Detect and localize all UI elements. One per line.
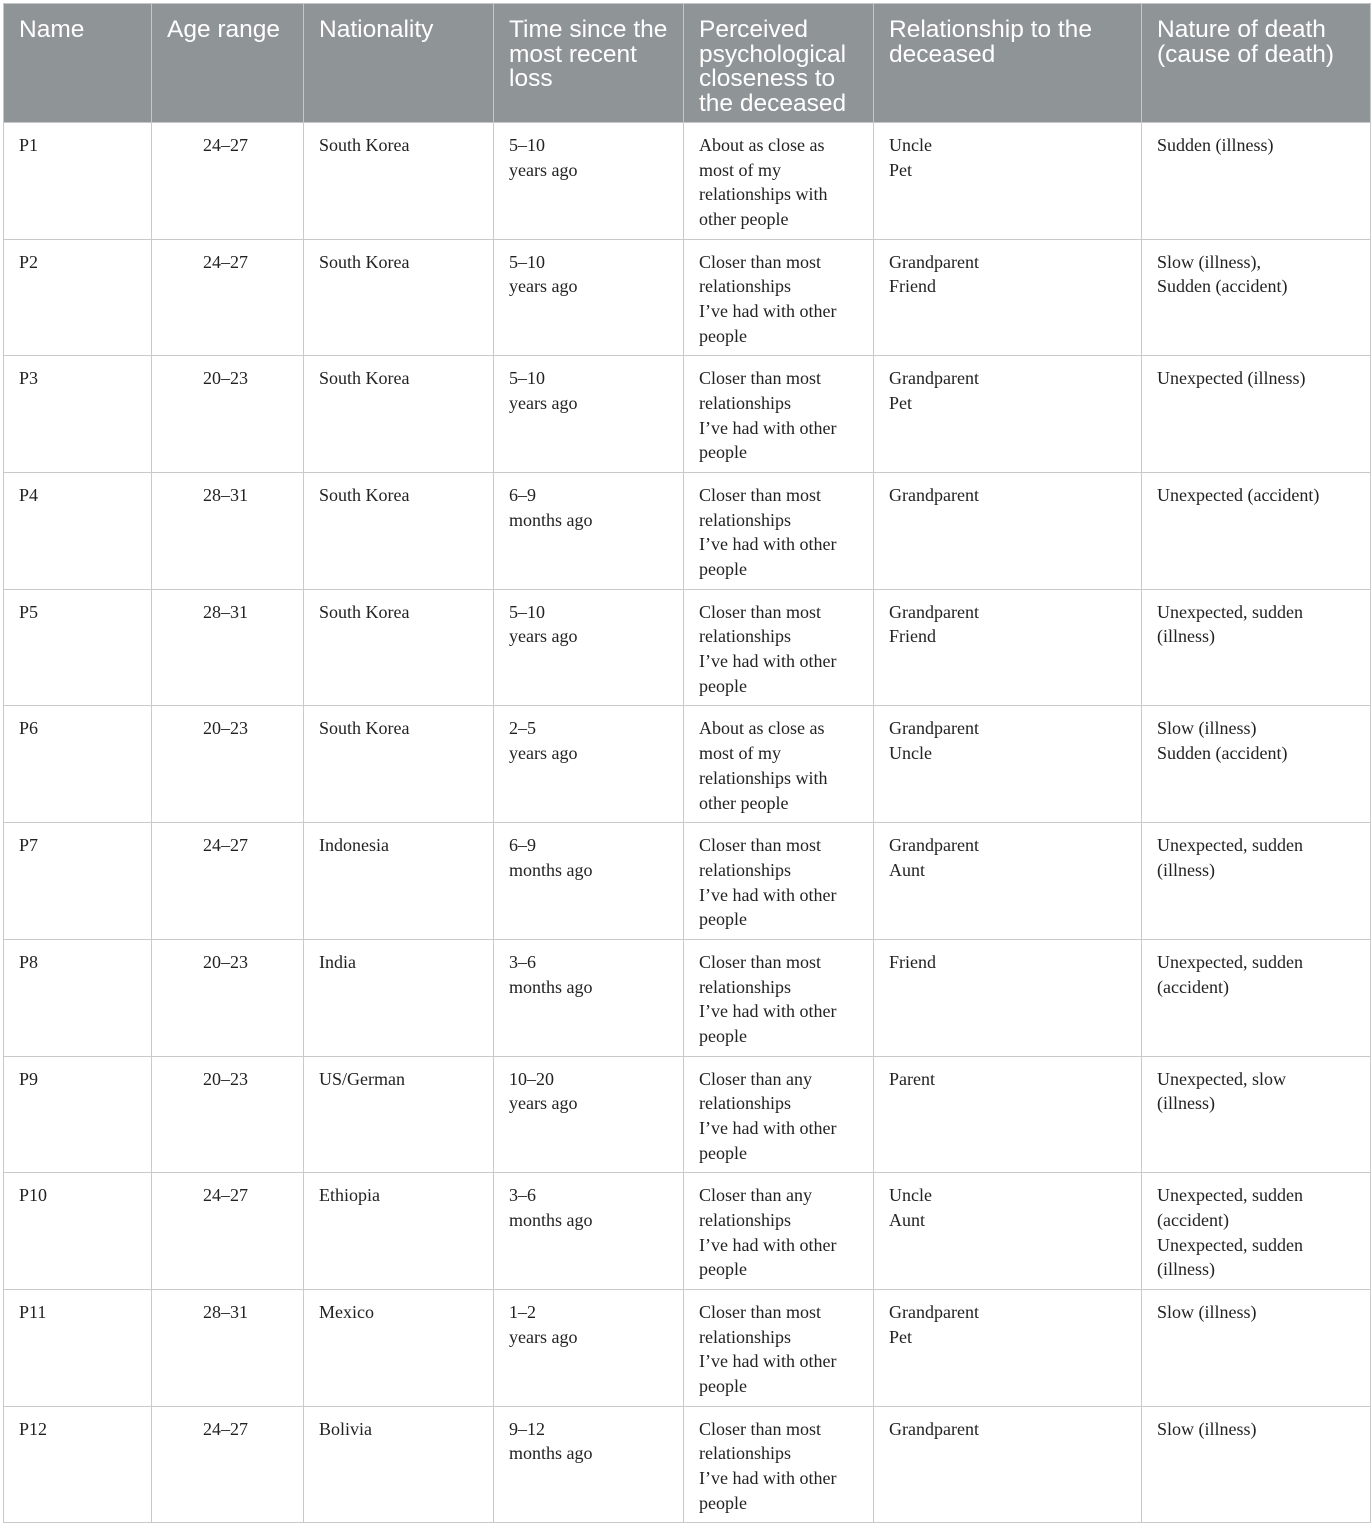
cell-nationality: South Korea bbox=[304, 239, 494, 356]
table-row bbox=[4, 473, 1371, 590]
cell-line: 6–9 bbox=[509, 485, 536, 506]
cell-line: years ago bbox=[509, 276, 578, 297]
cell-line: Grandparent bbox=[889, 251, 979, 272]
cell-line: years ago bbox=[509, 743, 578, 764]
cell-name: P5 bbox=[4, 589, 152, 706]
cell-line: relationships with bbox=[699, 184, 828, 205]
cell-line: Pet bbox=[889, 1326, 913, 1347]
cell-line: Grandparent bbox=[889, 1418, 979, 1439]
cell-relationship bbox=[874, 823, 1142, 940]
cell-line: Parent bbox=[889, 1068, 935, 1089]
cell-line: people bbox=[699, 1375, 747, 1396]
cell-line: years ago bbox=[509, 1326, 578, 1347]
cell-relationship bbox=[874, 1056, 1142, 1173]
cell-time bbox=[494, 589, 684, 706]
cell-age: 28–31 bbox=[152, 473, 304, 590]
cell-line: Unexpected, sudden bbox=[1157, 1185, 1303, 1206]
cell-line: I’ve had with other bbox=[699, 1001, 837, 1022]
cell-name: P2 bbox=[4, 239, 152, 356]
cell-line: people bbox=[699, 1259, 747, 1280]
cell-line: (illness) bbox=[1157, 859, 1215, 880]
cell-line: 2–5 bbox=[509, 718, 536, 739]
cell-name: P10 bbox=[4, 1173, 152, 1290]
cell-line: Closer than any bbox=[699, 1185, 812, 1206]
cell-age: 20–23 bbox=[152, 1056, 304, 1173]
cell-line: Unexpected, sudden bbox=[1157, 601, 1303, 622]
cell-line: 5–10 bbox=[509, 135, 545, 155]
cell-line: I’ve had with other bbox=[699, 884, 837, 905]
cell-closeness bbox=[684, 589, 874, 706]
cell-nationality: Mexico bbox=[304, 1289, 494, 1406]
cell-relationship bbox=[874, 123, 1142, 240]
cell-time bbox=[494, 356, 684, 473]
cell-line: Closer than most bbox=[699, 251, 821, 272]
table-row bbox=[4, 1406, 1371, 1523]
cell-line: (illness) bbox=[1157, 626, 1215, 647]
cell-line: (accident) bbox=[1157, 1209, 1229, 1230]
cell-name: P11 bbox=[4, 1289, 152, 1406]
cell-closeness bbox=[684, 473, 874, 590]
cell-name: P6 bbox=[4, 706, 152, 823]
cell-line: 1–2 bbox=[509, 1301, 536, 1322]
cell-closeness bbox=[684, 1289, 874, 1406]
cell-line: Closer than most bbox=[699, 1301, 821, 1322]
cell-line: years ago bbox=[509, 393, 578, 414]
cell-line: Grandparent bbox=[889, 368, 979, 389]
cell-line: 3–6 bbox=[509, 951, 536, 972]
cell-line: people bbox=[699, 442, 747, 463]
cell-nationality: India bbox=[304, 939, 494, 1056]
cell-relationship bbox=[874, 589, 1142, 706]
cell-nature bbox=[1142, 1289, 1371, 1406]
table-row bbox=[4, 356, 1371, 473]
cell-line: I’ve had with other bbox=[699, 301, 837, 322]
cell-line: I’ve had with other bbox=[699, 1351, 837, 1372]
cell-nationality: South Korea bbox=[304, 473, 494, 590]
cell-line: I’ve had with other bbox=[699, 1467, 837, 1488]
cell-name: P4 bbox=[4, 473, 152, 590]
cell-line: Sudden (accident) bbox=[1157, 276, 1288, 297]
cell-line: 10–20 bbox=[509, 1068, 554, 1089]
cell-line: Grandparent bbox=[889, 718, 979, 739]
cell-nature bbox=[1142, 939, 1371, 1056]
cell-line: 9–12 bbox=[509, 1418, 545, 1439]
cell-time bbox=[494, 1406, 684, 1523]
cell-line: About as close as bbox=[699, 135, 825, 155]
cell-line: Closer than most bbox=[699, 485, 821, 506]
table-row bbox=[4, 1056, 1371, 1173]
cell-line: months ago bbox=[509, 1209, 593, 1230]
cell-line: other people bbox=[699, 209, 789, 230]
cell-nationality: South Korea bbox=[304, 123, 494, 240]
cell-relationship bbox=[874, 356, 1142, 473]
cell-line: Aunt bbox=[889, 859, 925, 880]
table-header bbox=[4, 4, 1371, 123]
cell-line: Unexpected (illness) bbox=[1157, 368, 1306, 389]
cell-nature bbox=[1142, 1406, 1371, 1523]
cell-line: Slow (illness) bbox=[1157, 718, 1257, 739]
cell-closeness bbox=[684, 706, 874, 823]
cell-line: relationships bbox=[699, 1209, 791, 1230]
cell-age: 24–27 bbox=[152, 1406, 304, 1523]
cell-line: people bbox=[699, 559, 747, 580]
header-row bbox=[4, 4, 1371, 123]
cell-line: years ago bbox=[509, 626, 578, 647]
cell-line: Unexpected, sudden bbox=[1157, 835, 1303, 856]
participants-table bbox=[3, 3, 1371, 1523]
cell-line: Grandparent bbox=[889, 601, 979, 622]
cell-line: months ago bbox=[509, 1443, 593, 1464]
cell-line: relationships bbox=[699, 976, 791, 997]
cell-nationality: South Korea bbox=[304, 706, 494, 823]
cell-line: relationships bbox=[699, 509, 791, 530]
cell-nature bbox=[1142, 239, 1371, 356]
cell-relationship bbox=[874, 1289, 1142, 1406]
cell-nature bbox=[1142, 823, 1371, 940]
cell-time bbox=[494, 1173, 684, 1290]
cell-nationality: Bolivia bbox=[304, 1406, 494, 1523]
cell-line: I’ve had with other bbox=[699, 534, 837, 555]
cell-line: Slow (illness) bbox=[1157, 1418, 1257, 1439]
cell-line: months ago bbox=[509, 976, 593, 997]
cell-line: people bbox=[699, 1492, 747, 1513]
cell-line: Closer than most bbox=[699, 835, 821, 856]
cell-line: 3–6 bbox=[509, 1185, 536, 1206]
table-row bbox=[4, 239, 1371, 356]
cell-time bbox=[494, 473, 684, 590]
cell-line: Grandparent bbox=[889, 835, 979, 856]
cell-nature bbox=[1142, 473, 1371, 590]
cell-line: relationships bbox=[699, 1443, 791, 1464]
cell-time bbox=[494, 1056, 684, 1173]
cell-name: P3 bbox=[4, 356, 152, 473]
cell-line: relationships bbox=[699, 276, 791, 297]
cell-line: Pet bbox=[889, 393, 913, 414]
cell-line: I’ve had with other bbox=[699, 1234, 837, 1255]
cell-nature bbox=[1142, 1056, 1371, 1173]
cell-line: people bbox=[699, 1142, 747, 1163]
cell-nationality: Ethiopia bbox=[304, 1173, 494, 1290]
cell-line: 5–10 bbox=[509, 251, 545, 272]
table-body bbox=[4, 123, 1371, 1523]
cell-line: Grandparent bbox=[889, 1301, 979, 1322]
table-row bbox=[4, 706, 1371, 823]
cell-name: P8 bbox=[4, 939, 152, 1056]
cell-relationship bbox=[874, 1173, 1142, 1290]
cell-line: Sudden (illness) bbox=[1157, 135, 1274, 155]
cell-nature bbox=[1142, 706, 1371, 823]
cell-line: other people bbox=[699, 792, 789, 813]
cell-age: 24–27 bbox=[152, 823, 304, 940]
cell-closeness bbox=[684, 823, 874, 940]
cell-line: relationships bbox=[699, 626, 791, 647]
cell-relationship bbox=[874, 939, 1142, 1056]
cell-line: Closer than most bbox=[699, 951, 821, 972]
cell-nature bbox=[1142, 1173, 1371, 1290]
cell-line: 5–10 bbox=[509, 368, 545, 389]
cell-line: people bbox=[699, 325, 747, 346]
column-header-closeness: Perceived psychological closeness to the deceased bbox=[684, 4, 874, 123]
cell-line: About as close as bbox=[699, 718, 825, 739]
cell-time bbox=[494, 706, 684, 823]
cell-line: Uncle bbox=[889, 135, 932, 155]
cell-line: 6–9 bbox=[509, 835, 536, 856]
table-row bbox=[4, 939, 1371, 1056]
cell-name: P12 bbox=[4, 1406, 152, 1523]
cell-line: years ago bbox=[509, 159, 578, 180]
cell-line: Aunt bbox=[889, 1209, 925, 1230]
cell-line: Unexpected, slow bbox=[1157, 1068, 1286, 1089]
cell-line: 5–10 bbox=[509, 601, 545, 622]
cell-time bbox=[494, 123, 684, 240]
cell-age: 20–23 bbox=[152, 939, 304, 1056]
cell-line: months ago bbox=[509, 859, 593, 880]
table-row bbox=[4, 823, 1371, 940]
cell-line: (accident) bbox=[1157, 976, 1229, 997]
cell-line: Closer than most bbox=[699, 601, 821, 622]
cell-line: Slow (illness), bbox=[1157, 251, 1262, 272]
cell-line: Closer than most bbox=[699, 368, 821, 389]
cell-line: people bbox=[699, 1025, 747, 1046]
cell-line: Unexpected (accident) bbox=[1157, 485, 1320, 506]
cell-closeness bbox=[684, 1173, 874, 1290]
table-row bbox=[4, 1289, 1371, 1406]
cell-line: Slow (illness) bbox=[1157, 1301, 1257, 1322]
cell-nature bbox=[1142, 589, 1371, 706]
cell-nature bbox=[1142, 123, 1371, 240]
cell-age: 20–23 bbox=[152, 706, 304, 823]
cell-line: Grandparent bbox=[889, 485, 979, 506]
cell-name: P7 bbox=[4, 823, 152, 940]
table-row bbox=[4, 589, 1371, 706]
cell-nationality: US/German bbox=[304, 1056, 494, 1173]
cell-time bbox=[494, 1289, 684, 1406]
table-row bbox=[4, 123, 1371, 240]
cell-time bbox=[494, 823, 684, 940]
cell-nationality: Indonesia bbox=[304, 823, 494, 940]
cell-line: relationships bbox=[699, 859, 791, 880]
cell-relationship bbox=[874, 239, 1142, 356]
cell-line: I’ve had with other bbox=[699, 651, 837, 672]
cell-closeness bbox=[684, 356, 874, 473]
cell-closeness bbox=[684, 239, 874, 356]
column-header-nature: Nature of death (cause of death) bbox=[1142, 4, 1371, 123]
cell-line: Sudden (accident) bbox=[1157, 743, 1288, 764]
cell-line: Closer than any bbox=[699, 1068, 812, 1089]
cell-line: relationships bbox=[699, 1093, 791, 1114]
cell-name: P9 bbox=[4, 1056, 152, 1173]
cell-line: most of my bbox=[699, 743, 782, 764]
cell-line: Friend bbox=[889, 951, 936, 972]
cell-time bbox=[494, 239, 684, 356]
cell-line: people bbox=[699, 675, 747, 696]
cell-line: Unexpected, sudden bbox=[1157, 1234, 1303, 1255]
cell-line: (illness) bbox=[1157, 1259, 1215, 1280]
cell-line: Unexpected, sudden bbox=[1157, 951, 1303, 972]
cell-line: Pet bbox=[889, 159, 913, 180]
cell-line: (illness) bbox=[1157, 1093, 1215, 1114]
cell-line: Friend bbox=[889, 626, 936, 647]
cell-line: people bbox=[699, 909, 747, 930]
column-header-time: Time since the most recent loss bbox=[494, 4, 684, 123]
cell-time bbox=[494, 939, 684, 1056]
cell-line: years ago bbox=[509, 1093, 578, 1114]
cell-line: I’ve had with other bbox=[699, 417, 837, 438]
cell-age: 28–31 bbox=[152, 589, 304, 706]
cell-line: Uncle bbox=[889, 743, 932, 764]
cell-name: P1 bbox=[4, 123, 152, 240]
cell-closeness bbox=[684, 939, 874, 1056]
cell-age: 20–23 bbox=[152, 356, 304, 473]
cell-line: Uncle bbox=[889, 1185, 932, 1206]
cell-relationship bbox=[874, 1406, 1142, 1523]
table-row bbox=[4, 1173, 1371, 1290]
cell-age: 28–31 bbox=[152, 1289, 304, 1406]
cell-line: months ago bbox=[509, 509, 593, 530]
cell-age: 24–27 bbox=[152, 123, 304, 240]
cell-nationality: South Korea bbox=[304, 356, 494, 473]
cell-line: relationships with bbox=[699, 767, 828, 788]
cell-line: I’ve had with other bbox=[699, 1117, 837, 1138]
cell-closeness bbox=[684, 123, 874, 240]
cell-line: relationships bbox=[699, 1326, 791, 1347]
column-header-age: Age range bbox=[152, 4, 304, 123]
column-header-nationality: Nationality bbox=[304, 4, 494, 123]
cell-relationship bbox=[874, 706, 1142, 823]
cell-line: most of my bbox=[699, 159, 782, 180]
cell-line: Friend bbox=[889, 276, 936, 297]
cell-closeness bbox=[684, 1056, 874, 1173]
cell-nationality: South Korea bbox=[304, 589, 494, 706]
column-header-name: Name bbox=[4, 4, 152, 123]
cell-line: relationships bbox=[699, 393, 791, 414]
cell-age: 24–27 bbox=[152, 239, 304, 356]
cell-nature bbox=[1142, 356, 1371, 473]
cell-line: Closer than most bbox=[699, 1418, 821, 1439]
column-header-relationship: Relationship to the deceased bbox=[874, 4, 1142, 123]
cell-age: 24–27 bbox=[152, 1173, 304, 1290]
cell-relationship bbox=[874, 473, 1142, 590]
cell-closeness bbox=[684, 1406, 874, 1523]
